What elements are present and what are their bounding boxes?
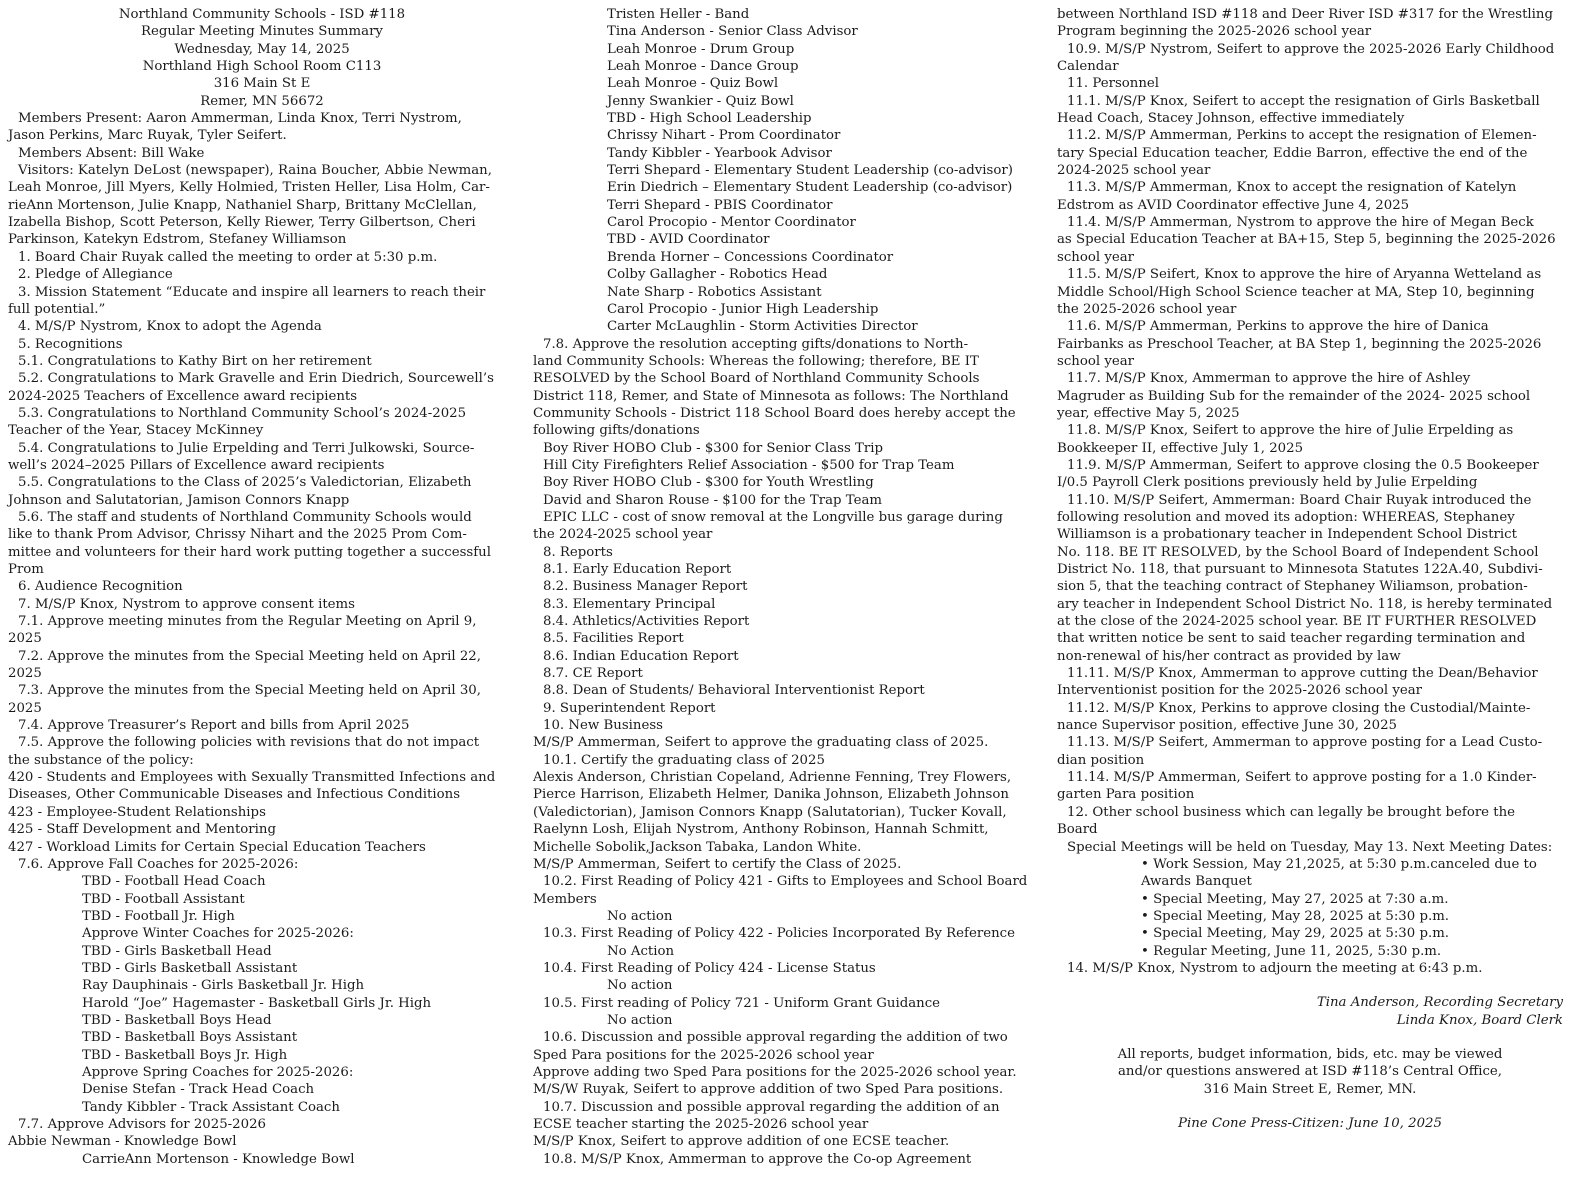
- text-line: 10.1. Certify the graduating class of 2025: [543, 752, 825, 768]
- text-line: 420 - Students and Employees with Sexually Transmitted Infections and: [8, 770, 496, 786]
- text-line: 10.4. First Reading of Policy 424 - License Status: [543, 960, 876, 976]
- text-line: Approve adding two Sped Para positions for the 2025-2026 school year.: [533, 1064, 1017, 1080]
- text-line: 425 - Staff Development and Mentoring: [8, 822, 276, 838]
- text-line: 4. M/S/P Nystrom, Knox to adopt the Agenda: [18, 319, 322, 335]
- text-line: 423 - Employee-Student Relationships: [8, 804, 266, 820]
- text-line: at the close of the 2024-2025 school year. BE IT FURTHER RESOLVED: [1057, 614, 1537, 630]
- text-line: Wednesday, May 14, 2025: [174, 41, 350, 57]
- text-line: Visitors: Katelyn DeLost (newspaper), Raina Boucher, Abbie Newman,: [18, 163, 492, 179]
- text-line: Prom: [8, 562, 44, 577]
- text-line: Parkinson, Katekyn Edstrom, Stefaney Williamson: [8, 232, 347, 248]
- text-line: 2025: [8, 666, 42, 682]
- text-line: Boy River HOBO Club - $300 for Senior Class Trip: [543, 440, 884, 456]
- text-line: Terri Shepard - Elementary Student Leadership (co-advisor): [607, 163, 1013, 179]
- text-line: between Northland ISD #118 and Deer River ISD #317 for the Wrestling: [1057, 7, 1554, 22]
- text-line: 10.9. M/S/P Nystrom, Seifert to approve the 2025-2026 Early Childhood: [1067, 41, 1555, 57]
- text-line: No Action: [607, 943, 675, 959]
- text-line: 11.11. M/S/P Knox, Ammerman to approve cutting the Dean/Behavior: [1067, 666, 1538, 682]
- text-line: TBD - Football Head Coach: [82, 874, 266, 890]
- text-line: Nate Sharp - Robotics Assistant: [607, 284, 822, 300]
- text-line: 7.6. Approve Fall Coaches for 2025-2026:: [18, 856, 299, 872]
- text-line: full potential.”: [8, 301, 106, 317]
- spacer: [1057, 1029, 1563, 1046]
- text-line: 11.7. M/S/P Knox, Ammerman to approve the hire of Ashley: [1067, 371, 1471, 387]
- text-line: 316 Main Street E, Remer, MN.: [1203, 1081, 1417, 1097]
- text-line: 5.3. Congratulations to Northland Community School’s 2024-2025: [18, 405, 467, 421]
- text-line: 5.4. Congratulations to Julie Erpelding and Terri Julkowski, Source-: [18, 440, 475, 456]
- text-line: 11.12. M/S/P Knox, Perkins to approve closing the Custodial/Mainte-: [1067, 700, 1531, 716]
- text-line: 12. Other school business which can legally be brought before the: [1067, 804, 1516, 820]
- text-line: Members Absent: Bill Wake: [18, 145, 205, 161]
- text-line: Tandy Kibbler - Yearbook Advisor: [607, 145, 832, 161]
- text-line: Izabella Bishop, Scott Peterson, Kelly Riewer, Terry Gilbertson, Cheri: [8, 215, 476, 231]
- text-line: mittee and volunteers for their hard work putting together a successful: [8, 544, 491, 560]
- text-line: Carol Procopio - Junior High Leadership: [607, 301, 879, 317]
- text-line: No action: [607, 978, 673, 994]
- text-line: 11. Personnel: [1067, 76, 1160, 92]
- text-line: following gifts/donations: [533, 423, 700, 439]
- text-line: 316 Main St E: [213, 76, 311, 92]
- text-line: Raelynn Losh, Elijah Nystrom, Anthony Robinson, Hannah Schmitt,: [533, 822, 989, 838]
- text-line: Erin Diedrich – Elementary Student Leadership (co-advisor): [607, 180, 1013, 196]
- text-line: 5.1. Congratulations to Kathy Birt on her retirement: [18, 353, 372, 369]
- text-line: Pine Cone Press-Citizen: June 10, 2025: [1178, 1115, 1442, 1131]
- text-line: land Community Schools: Whereas the following; therefore, BE IT: [533, 353, 979, 369]
- text-line: like to thank Prom Advisor, Chrissy Nihart and the 2025 Prom Com-: [8, 527, 467, 543]
- text-line: Boy River HOBO Club - $300 for Youth Wrestling: [543, 475, 874, 491]
- text-line: 11.2. M/S/P Ammerman, Perkins to accept the resignation of Elemen-: [1067, 128, 1537, 144]
- text-line: TBD - Girls Basketball Head: [82, 943, 272, 959]
- text-line: 10.6. Discussion and possible approval regarding the addition of two: [543, 1030, 1008, 1046]
- text-line: the 2025-2026 school year: [1057, 301, 1237, 317]
- text-line: Approve Winter Coaches for 2025-2026:: [82, 926, 354, 942]
- text-line: 8.2. Business Manager Report: [543, 579, 748, 595]
- text-line: 8. Reports: [543, 544, 613, 560]
- text-line: TBD - Football Assistant: [82, 891, 245, 907]
- text-line: District 118, Remer, and State of Minnesota as follows: The Northland: [533, 388, 1009, 404]
- text-line: 10.8. M/S/P Knox, Ammerman to approve the Co-op Agreement: [543, 1151, 972, 1167]
- text-line: 5. Recognitions: [18, 336, 123, 352]
- text-line: 11.4. M/S/P Ammerman, Nystrom to approve the hire of Megan Beck: [1067, 215, 1534, 231]
- text-line: 11.6. M/S/P Ammerman, Perkins to approve the hire of Danica: [1067, 319, 1489, 335]
- text-line: Abbie Newman - Knowledge Bowl: [8, 1134, 237, 1150]
- text-line: • Special Meeting, May 27, 2025 at 7:30 a.m.: [1141, 891, 1449, 907]
- text-line: Ray Dauphinais - Girls Basketball Jr. High: [82, 978, 365, 994]
- text-line: 11.1. M/S/P Knox, Seifert to accept the resignation of Girls Basketball: [1067, 93, 1540, 109]
- text-line: Carter McLaughlin - Storm Activities Director: [607, 319, 918, 335]
- text-line: well’s 2024–2025 Pillars of Excellence award recipients: [8, 457, 385, 473]
- text-line: TBD - Basketball Boys Jr. High: [82, 1047, 288, 1063]
- text-line: 7.8. Approve the resolution accepting gifts/donations to North-: [543, 336, 969, 352]
- text-line: Special Meetings will be held on Tuesday, May 13. Next Meeting Dates:: [1067, 839, 1553, 855]
- text-line: TBD - Basketball Boys Assistant: [82, 1030, 298, 1046]
- text-line: EPIC LLC - cost of snow removal at the Longville bus garage during: [543, 509, 1003, 525]
- text-line: All reports, budget information, bids, etc. may be viewed: [1117, 1046, 1503, 1062]
- text-line: Tristen Heller - Band: [607, 7, 750, 22]
- text-line: Fairbanks as Preschool Teacher, at BA Step 1, beginning the 2025-2026: [1057, 336, 1542, 352]
- column-1: [8, 6, 516, 1168]
- text-line: sion 5, that the teaching contract of Stephaney Wiliamson, probation-: [1057, 579, 1528, 595]
- text-line: M/S/P Knox, Seifert to approve addition of one ECSE teacher.: [533, 1134, 950, 1150]
- text-line: Members Present: Aaron Ammerman, Linda Knox, Terri Nystrom,: [18, 111, 462, 127]
- text-line: Magruder as Building Sub for the remainder of the 2024- 2025 school: [1057, 388, 1531, 404]
- column-2: [533, 6, 1033, 1168]
- text-line: 2024-2025 Teachers of Excellence award recipients: [8, 388, 358, 404]
- text-line: M/S/P Ammerman, Seifert to approve the graduating class of 2025.: [533, 735, 989, 751]
- text-line: Tina Anderson, Recording Secretary: [1316, 995, 1563, 1011]
- text-line: Harold “Joe” Hagemaster - Basketball Girls Jr. High: [82, 995, 432, 1011]
- text-line: I/0.5 Payroll Clerk positions previously held by Julie Erpelding: [1057, 475, 1478, 491]
- text-line: 10.7. Discussion and possible approval regarding the addition of an: [543, 1099, 1000, 1115]
- text-line: Tina Anderson - Senior Class Advisor: [607, 24, 858, 40]
- text-line: Pierce Harrison, Elizabeth Helmer, Danika Johnson, Elizabeth Johnson: [533, 787, 1009, 803]
- text-line: District No. 118, that pursuant to Minnesota Statutes 122A.40, Subdivi-: [1057, 562, 1543, 577]
- text-line: 11.9. M/S/P Ammerman, Seifert to approve closing the 0.5 Bookeeper: [1067, 457, 1539, 473]
- text-line: 5.6. The staff and students of Northland Community Schools would: [18, 509, 472, 525]
- text-line: 2. Pledge of Allegiance: [18, 267, 173, 283]
- text-line: 7.1. Approve meeting minutes from the Regular Meeting on April 9,: [18, 614, 477, 630]
- text-line: Northland High School Room C113: [142, 59, 382, 75]
- text-line: 8.5. Facilities Report: [543, 631, 684, 647]
- text-line: CarrieAnn Mortenson - Knowledge Bowl: [82, 1151, 355, 1167]
- text-line: 11.3. M/S/P Ammerman, Knox to accept the resignation of Katelyn: [1067, 180, 1517, 196]
- text-line: 427 - Workload Limits for Certain Special Education Teachers: [8, 839, 426, 855]
- text-line: 8.4. Athletics/Activities Report: [543, 614, 750, 630]
- text-line: 8.1. Early Education Report: [543, 562, 732, 577]
- text-line: Middle School/High School Science teacher at MA, Step 10, beginning: [1057, 284, 1535, 300]
- text-line: RESOLVED by the School Board of Northland Community Schools: [533, 371, 980, 387]
- text-line: Regular Meeting Minutes Summary: [141, 24, 383, 40]
- spacer: [1057, 1098, 1563, 1115]
- text-line: Michelle Sobolik,Jackson Tabaka, Landon White.: [533, 839, 862, 855]
- text-line: 14. M/S/P Knox, Nystrom to adjourn the meeting at 6:43 p.m.: [1067, 960, 1483, 976]
- text-line: No. 118. BE IT RESOLVED, by the School Board of Independent School: [1057, 544, 1539, 560]
- spacer: [1057, 977, 1563, 994]
- text-line: Edstrom as AVID Coordinator effective June 4, 2025: [1057, 197, 1410, 213]
- text-line: Williamson is a probationary teacher in Independent School District: [1057, 527, 1517, 543]
- text-line: 8.8. Dean of Students/ Behavioral Interventionist Report: [543, 683, 925, 699]
- text-line: 7. M/S/P Knox, Nystrom to approve consent items: [18, 596, 355, 612]
- column-3: [1057, 6, 1563, 1132]
- text-line: 10.3. First Reading of Policy 422 - Policies Incorporated By Reference: [543, 926, 1015, 942]
- text-line: 11.8. M/S/P Knox, Seifert to approve the hire of Julie Erpelding as: [1067, 423, 1514, 439]
- text-line: as Special Education Teacher at BA+15, Step 5, beginning the 2025-2026: [1057, 232, 1556, 248]
- text-line: M/S/W Ruyak, Seifert to approve addition of two Sped Para positions.: [533, 1082, 1004, 1098]
- text-line: 11.10. M/S/P Seifert, Ammerman: Board Chair Ruyak introduced the: [1067, 492, 1532, 508]
- text-line: Awards Banquet: [1141, 874, 1252, 890]
- text-line: Program beginning the 2025-2026 school year: [1057, 24, 1372, 40]
- text-line: garten Para position: [1057, 787, 1195, 803]
- text-line: No action: [607, 1012, 673, 1028]
- text-line: TBD - AVID Coordinator: [607, 232, 770, 248]
- text-line: M/S/P Ammerman, Seifert to certify the Class of 2025.: [533, 856, 902, 872]
- text-line: tary Special Education teacher, Eddie Barron, effective the end of the: [1057, 145, 1528, 161]
- text-line: Leah Monroe - Quiz Bowl: [607, 76, 779, 92]
- text-line: 6. Audience Recognition: [18, 579, 183, 595]
- text-line: 8.6. Indian Education Report: [543, 648, 739, 664]
- text-line: Tandy Kibbler - Track Assistant Coach: [82, 1099, 340, 1115]
- text-line: David and Sharon Rouse - $100 for the Trap Team: [543, 492, 883, 508]
- text-line: 7.3. Approve the minutes from the Special Meeting held on April 30,: [18, 683, 481, 699]
- text-line: 8.7. CE Report: [543, 666, 643, 682]
- text-line: Chrissy Nihart - Prom Coordinator: [607, 128, 841, 144]
- text-line: ECSE teacher starting the 2025-2026 school year: [533, 1117, 869, 1132]
- text-line: 2024-2025 school year: [1057, 163, 1211, 179]
- text-line: 9. Superintendent Report: [543, 700, 716, 716]
- text-line: Members: [533, 891, 597, 907]
- text-line: TBD - High School Leadership: [607, 111, 812, 127]
- text-line: Community Schools - District 118 School Board does hereby accept the: [533, 405, 1016, 421]
- text-line: 3. Mission Statement “Educate and inspire all learners to reach their: [18, 284, 486, 300]
- text-line: Board: [1057, 822, 1098, 838]
- text-line: Teacher of the Year, Stacey McKinney: [8, 423, 264, 439]
- text-line: 5.5. Congratulations to the Class of 2025’s Valedictorian, Elizabeth: [18, 475, 472, 491]
- text-line: Jason Perkins, Marc Ruyak, Tyler Seifert.: [8, 128, 287, 144]
- text-line: Linda Knox, Board Clerk: [1396, 1012, 1563, 1028]
- text-line: (Valedictorian), Jamison Connors Knapp (Salutatorian), Tucker Kovall,: [533, 804, 1007, 820]
- text-line: Interventionist position for the 2025-2026 school year: [1057, 683, 1423, 699]
- text-line: following resolution and moved its adoption: WHEREAS, Stephaney: [1057, 509, 1515, 525]
- text-line: Calendar: [1057, 59, 1119, 75]
- text-line: Hill City Firefighters Relief Association - $500 for Trap Team: [543, 457, 955, 473]
- text-line: 11.14. M/S/P Ammerman, Seifert to approve posting for a 1.0 Kinder-: [1067, 770, 1537, 786]
- text-line: 7.4. Approve Treasurer’s Report and bills from April 2025: [18, 718, 410, 734]
- text-line: Approve Spring Coaches for 2025-2026:: [82, 1064, 354, 1080]
- text-line: Head Coach, Stacey Johnson, effective immediately: [1057, 111, 1405, 127]
- text-line: Leah Monroe, Jill Myers, Kelly Holmied, Tristen Heller, Lisa Holm, Car-: [8, 180, 490, 196]
- text-line: 2025: [8, 631, 42, 647]
- text-line: Remer, MN 56672: [200, 93, 324, 109]
- text-line: 1. Board Chair Ruyak called the meeting to order at 5:30 p.m.: [18, 249, 438, 265]
- text-line: TBD - Basketball Boys Head: [82, 1012, 272, 1028]
- text-line: 7.5. Approve the following policies with revisions that do not impact: [18, 735, 480, 751]
- text-line: 7.7. Approve Advisors for 2025-2026: [18, 1117, 266, 1132]
- text-line: 8.3. Elementary Principal: [543, 596, 716, 612]
- text-line: 11.5. M/S/P Seifert, Knox to approve the hire of Aryanna Wetteland as: [1067, 267, 1542, 283]
- text-line: Terri Shepard - PBIS Coordinator: [607, 197, 833, 213]
- text-line: non-renewal of his/her contract as provided by law: [1057, 648, 1401, 664]
- text-line: ary teacher in Independent School District No. 118, is hereby terminated: [1057, 596, 1553, 612]
- text-line: dian position: [1057, 752, 1145, 768]
- text-line: Carol Procopio - Mentor Coordinator: [607, 215, 856, 231]
- text-line: Leah Monroe - Drum Group: [607, 41, 795, 57]
- text-line: that written notice be sent to said teacher regarding termination and: [1057, 631, 1526, 647]
- text-line: • Special Meeting, May 28, 2025 at 5:30 p.m.: [1141, 908, 1450, 924]
- text-line: 2025: [8, 700, 42, 716]
- text-line: 10. New Business: [543, 718, 663, 734]
- text-line: Brenda Horner – Concessions Coordinator: [607, 249, 894, 265]
- text-line: TBD - Football Jr. High: [82, 908, 235, 924]
- text-line: nance Supervisor position, effective June 30, 2025: [1057, 718, 1397, 734]
- text-line: 11.13. M/S/P Seifert, Ammerman to approve posting for a Lead Custo-: [1067, 735, 1543, 751]
- text-line: school year: [1057, 249, 1134, 265]
- text-line: Johnson and Salutatorian, Jamison Connors Knapp: [8, 492, 350, 508]
- text-line: Jenny Swankier - Quiz Bowl: [607, 93, 794, 109]
- text-line: 10.5. First reading of Policy 721 - Uniform Grant Guidance: [543, 995, 941, 1011]
- text-line: 10.2. First Reading of Policy 421 - Gifts to Employees and School Board: [543, 874, 1028, 890]
- text-line: • Work Session, May 21,2025, at 5:30 p.m.canceled due to: [1141, 856, 1537, 872]
- text-line: • Special Meeting, May 29, 2025 at 5:30 p.m.: [1141, 926, 1450, 942]
- text-line: • Regular Meeting, June 11, 2025, 5:30 p.m.: [1141, 943, 1442, 959]
- text-line: school year: [1057, 353, 1134, 369]
- text-line: Sped Para positions for the 2025-2026 school year: [533, 1047, 874, 1063]
- text-line: Diseases, Other Communicable Diseases and Infectious Conditions: [8, 787, 461, 803]
- text-line: 5.2. Congratulations to Mark Gravelle and Erin Diedrich, Sourcewell’s: [18, 371, 494, 387]
- text-line: Colby Gallagher - Robotics Head: [607, 267, 828, 283]
- text-line: Bookkeeper II, effective July 1, 2025: [1057, 440, 1304, 456]
- text-line: Alexis Anderson, Christian Copeland, Adrienne Fenning, Trey Flowers,: [533, 770, 1012, 786]
- text-line: the substance of the policy:: [8, 752, 194, 768]
- text-line: Leah Monroe - Dance Group: [607, 59, 799, 75]
- text-line: the 2024-2025 school year: [533, 527, 713, 543]
- text-line: and/or questions answered at ISD #118’s Central Office,: [1118, 1064, 1502, 1080]
- text-line: Northland Community Schools - ISD #118: [118, 7, 406, 22]
- text-line: No action: [607, 908, 673, 924]
- text-line: rieAnn Mortenson, Julie Knapp, Nathaniel Sharp, Brittany McClellan,: [8, 197, 477, 213]
- text-line: Denise Stefan - Track Head Coach: [82, 1082, 315, 1098]
- text-line: 7.2. Approve the minutes from the Special Meeting held on April 22,: [18, 648, 481, 664]
- text-line: year, effective May 5, 2025: [1057, 405, 1240, 421]
- text-line: TBD - Girls Basketball Assistant: [82, 960, 298, 976]
